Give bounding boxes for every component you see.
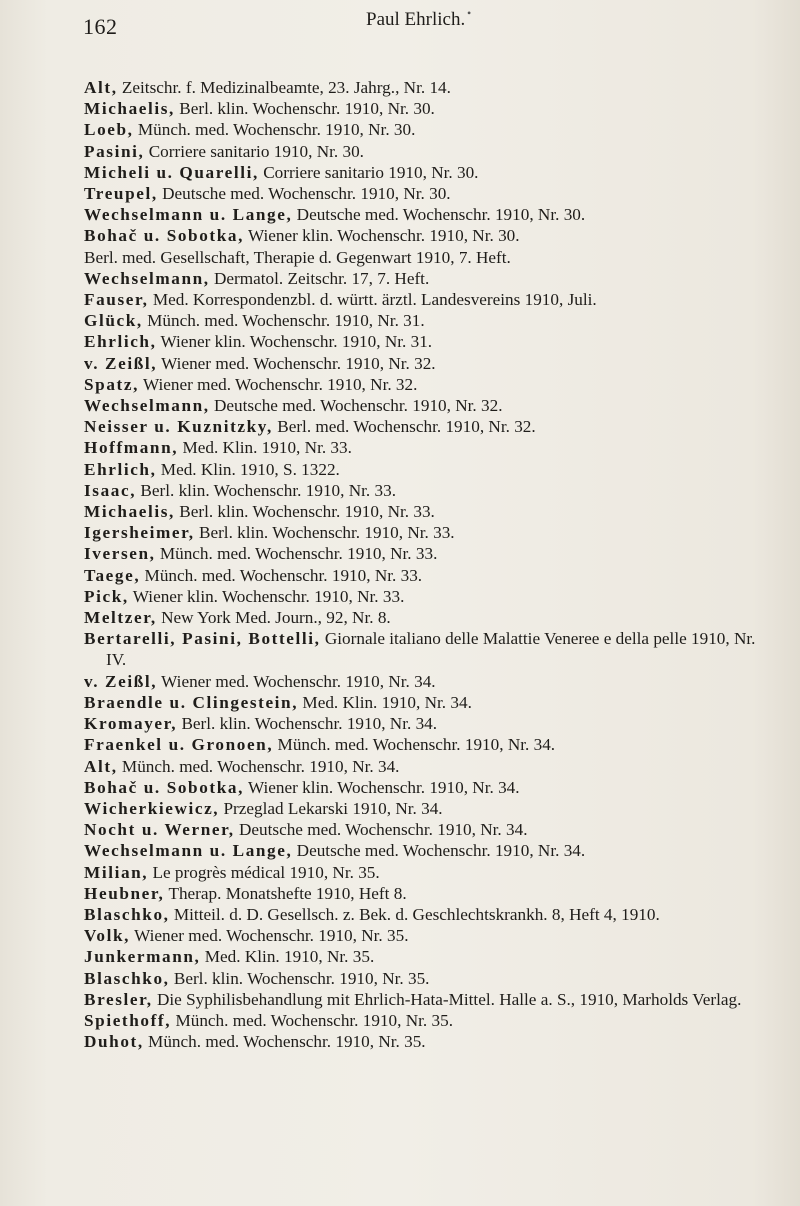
- reference-source: Deutsche med. Wochenschr. 1910, Nr. 32.: [213, 396, 503, 416]
- reference-author: Glück,: [84, 311, 143, 331]
- reference-entry: [84, 543, 774, 564]
- reference-author: Duhot,: [84, 1032, 144, 1052]
- reference-source: Münch. med. Wochenschr. 1910, Nr. 33.: [159, 544, 438, 564]
- page-number: 162: [83, 14, 118, 39]
- reference-author: Wicherkiewicz,: [84, 798, 220, 818]
- reference-entry: [84, 289, 774, 310]
- reference-author: Iversen,: [84, 544, 156, 564]
- reference-author: Volk,: [84, 926, 131, 946]
- reference-entry: [84, 162, 774, 183]
- reference-author: Wechselmann u. Lange,: [84, 841, 293, 861]
- reference-source: Wiener klin. Wochenschr. 1910, Nr. 31.: [160, 332, 433, 352]
- reference-author: Braendle u. Clingestein,: [84, 692, 299, 712]
- reference-entry: [84, 883, 774, 904]
- reference-author: Alt,: [84, 78, 118, 97]
- reference-entry: [84, 607, 774, 628]
- reference-source: Berl. klin. Wochenschr. 1910, Nr. 35.: [173, 968, 430, 988]
- reference-source: Corriere sanitario 1910, Nr. 30.: [263, 162, 479, 182]
- reference-entry: [84, 968, 774, 989]
- reference-entry: [84, 310, 774, 331]
- reference-source: Deutsche med. Wochenschr. 1910, Nr. 30.: [162, 184, 451, 204]
- reference-author: Pick,: [84, 586, 129, 606]
- reference-entry: [84, 904, 774, 925]
- reference-entry: [84, 798, 774, 819]
- reference-source: Münch. med. Wochenschr. 1910, Nr. 35.: [148, 1032, 426, 1052]
- reference-source: Die Syphilisbehandlung mit Ehrlich-Hata-Mittel. Halle a. S., 1910, Marholds Verlag.: [156, 989, 742, 1009]
- reference-entry: [84, 586, 774, 607]
- reference-author: v. Zeißl,: [84, 353, 158, 373]
- reference-author: Heubner,: [84, 883, 165, 903]
- reference-author: Bertarelli, Pasini, Bottelli,: [84, 629, 321, 649]
- reference-source: Mitteil. d. D. Gesellsch. z. Bek. d. Geschlechtskrankh. 8, Heft 4, 1910.: [173, 904, 660, 924]
- reference-author: Taege,: [84, 565, 141, 585]
- reference-author: Hoffmann,: [84, 438, 179, 458]
- reference-entry: [84, 98, 774, 119]
- reference-source: Wiener med. Wochenschr. 1910, Nr. 35.: [134, 926, 409, 946]
- reference-author: Bohač u. Sobotka,: [84, 226, 244, 246]
- reference-entry: [84, 671, 774, 692]
- reference-author: Meltzer,: [84, 608, 157, 628]
- reference-source: Przeglad Lekarski 1910, Nr. 34.: [223, 798, 443, 818]
- reference-entry: [84, 416, 774, 437]
- reference-author: Michaelis,: [84, 502, 175, 522]
- reference-source: Therap. Monatshefte 1910, Heft 8.: [168, 883, 407, 903]
- reference-entry: [84, 225, 774, 246]
- reference-author: Fauser,: [84, 290, 149, 310]
- reference-source: Wiener klin. Wochenschr. 1910, Nr. 30.: [247, 226, 520, 246]
- reference-author: v. Zeißl,: [84, 671, 158, 691]
- reference-author: Junkermann,: [84, 947, 201, 967]
- reference-entry: [84, 353, 774, 374]
- reference-entry: [84, 522, 774, 543]
- reference-list: [84, 77, 774, 1052]
- reference-author: Blaschko,: [84, 968, 170, 988]
- reference-entry: [84, 628, 774, 670]
- reference-source: Med. Klin. 1910, Nr. 34.: [302, 692, 472, 712]
- reference-author: Spiethoff,: [84, 1010, 172, 1030]
- reference-entry: [84, 565, 774, 586]
- reference-source: Deutsche med. Wochenschr. 1910, Nr. 30.: [296, 205, 586, 225]
- reference-source: Münch. med. Wochenschr. 1910, Nr. 35.: [175, 1010, 454, 1030]
- reference-author: Michaelis,: [84, 99, 175, 119]
- reference-author: Pasini,: [84, 141, 145, 161]
- reference-source: Wiener med. Wochenschr. 1910, Nr. 32.: [142, 374, 418, 394]
- reference-entry: [84, 840, 774, 861]
- reference-author: Igersheimer,: [84, 523, 195, 543]
- reference-entry: [84, 374, 774, 395]
- speck-mark: •: [467, 6, 472, 20]
- reference-entry: [84, 862, 774, 883]
- reference-author: Ehrlich,: [84, 459, 157, 479]
- reference-source: Berl. klin. Wochenschr. 1910, Nr. 33.: [179, 502, 435, 522]
- reference-author: Wechselmann,: [84, 268, 210, 288]
- reference-source: Le progrès médical 1910, Nr. 35.: [152, 862, 380, 882]
- reference-entry: [84, 480, 774, 501]
- reference-entry: [84, 1031, 774, 1052]
- reference-source: Dermatol. Zeitschr. 17, 7. Heft.: [213, 268, 430, 288]
- reference-source: Berl. klin. Wochenschr. 1910, Nr. 34.: [181, 714, 438, 734]
- reference-source: Münch. med. Wochenschr. 1910, Nr. 33.: [144, 565, 423, 585]
- reference-entry: [84, 437, 774, 458]
- reference-author: Blaschko,: [84, 904, 170, 924]
- reference-source: Deutsche med. Wochenschr. 1910, Nr. 34.: [238, 820, 528, 840]
- reference-author: Neisser u. Kuznitzky,: [84, 417, 273, 437]
- reference-entry: [84, 204, 774, 225]
- reference-entry: [84, 247, 774, 268]
- reference-entry: [84, 777, 774, 798]
- reference-source: Wiener klin. Wochenschr. 1910, Nr. 33.: [132, 586, 405, 606]
- reference-source: Med. Korrespondenzbl. d. württ. ärztl. Landesvereins 1910, Juli.: [152, 290, 597, 310]
- reference-author: Nocht u. Werner,: [84, 820, 235, 840]
- reference-source: Deutsche med. Wochenschr. 1910, Nr. 34.: [296, 841, 586, 861]
- reference-entry: [84, 501, 774, 522]
- reference-author: Spatz,: [84, 374, 139, 394]
- reference-source: Münch. med. Wochenschr. 1910, Nr. 34.: [121, 756, 400, 776]
- reference-source: Berl. med. Gesellschaft, Therapie d. Gegenwart 1910, 7. Heft.: [84, 247, 511, 267]
- reference-entry: [84, 713, 774, 734]
- reference-entry: [84, 395, 774, 416]
- page-header: [0, 6, 800, 46]
- reference-entry: [84, 819, 774, 840]
- reference-author: Wechselmann u. Lange,: [84, 205, 293, 225]
- reference-author: Treupel,: [84, 184, 158, 204]
- reference-source: Berl. klin. Wochenschr. 1910, Nr. 30.: [179, 99, 435, 119]
- reference-source: Berl. med. Wochenschr. 1910, Nr. 32.: [277, 417, 536, 437]
- running-head: Paul Ehrlich.: [366, 9, 466, 30]
- reference-entry: [84, 946, 774, 967]
- reference-source: Corriere sanitario 1910, Nr. 30.: [148, 141, 364, 161]
- reference-entry: [84, 459, 774, 480]
- reference-entry: [84, 268, 774, 289]
- reference-author: Wechselmann,: [84, 396, 210, 416]
- reference-source: Berl. klin. Wochenschr. 1910, Nr. 33.: [140, 480, 396, 500]
- reference-entry: [84, 183, 774, 204]
- reference-entry: [84, 756, 774, 777]
- reference-source: Münch. med. Wochenschr. 1910, Nr. 34.: [277, 735, 556, 755]
- reference-entry: [84, 141, 774, 162]
- reference-source: Münch. med. Wochenschr. 1910, Nr. 30.: [137, 120, 416, 140]
- reference-source: Wiener med. Wochenschr. 1910, Nr. 32.: [161, 353, 436, 373]
- reference-entry: [84, 989, 774, 1010]
- reference-author: Milian,: [84, 862, 149, 882]
- reference-author: Micheli u. Quarelli,: [84, 162, 259, 182]
- reference-source: Münch. med. Wochenschr. 1910, Nr. 31.: [147, 311, 425, 331]
- reference-source: Giornale italiano delle Malattie Veneree e della pelle 1910, Nr. IV.: [106, 629, 756, 670]
- reference-author: Bohač u. Sobotka,: [84, 777, 244, 797]
- reference-author: Ehrlich,: [84, 332, 157, 352]
- reference-entry: [84, 77, 774, 98]
- reference-source: Wiener med. Wochenschr. 1910, Nr. 34.: [161, 671, 436, 691]
- reference-entry: [84, 119, 774, 140]
- reference-entry: [84, 331, 774, 352]
- reference-entry: [84, 734, 774, 755]
- reference-entry: [84, 692, 774, 713]
- reference-author: Alt,: [84, 756, 118, 776]
- reference-source: Berl. klin. Wochenschr. 1910, Nr. 33.: [198, 523, 455, 543]
- reference-source: Med. Klin. 1910, Nr. 35.: [204, 947, 375, 967]
- reference-source: New York Med. Journ., 92, Nr. 8.: [161, 608, 391, 628]
- reference-entry: [84, 925, 774, 946]
- reference-author: Bresler,: [84, 989, 153, 1009]
- reference-source: Zeitschr. f. Medizinalbeamte, 23. Jahrg., Nr. 14.: [121, 78, 451, 97]
- reference-entry: [84, 1010, 774, 1031]
- reference-source: Med. Klin. 1910, Nr. 33.: [182, 438, 352, 458]
- reference-source: Med. Klin. 1910, S. 1322.: [160, 459, 340, 479]
- reference-author: Kromayer,: [84, 714, 178, 734]
- reference-author: Isaac,: [84, 480, 137, 500]
- reference-author: Loeb,: [84, 120, 134, 140]
- reference-author: Fraenkel u. Gronoen,: [84, 735, 274, 755]
- reference-source: Wiener klin. Wochenschr. 1910, Nr. 34.: [247, 777, 520, 797]
